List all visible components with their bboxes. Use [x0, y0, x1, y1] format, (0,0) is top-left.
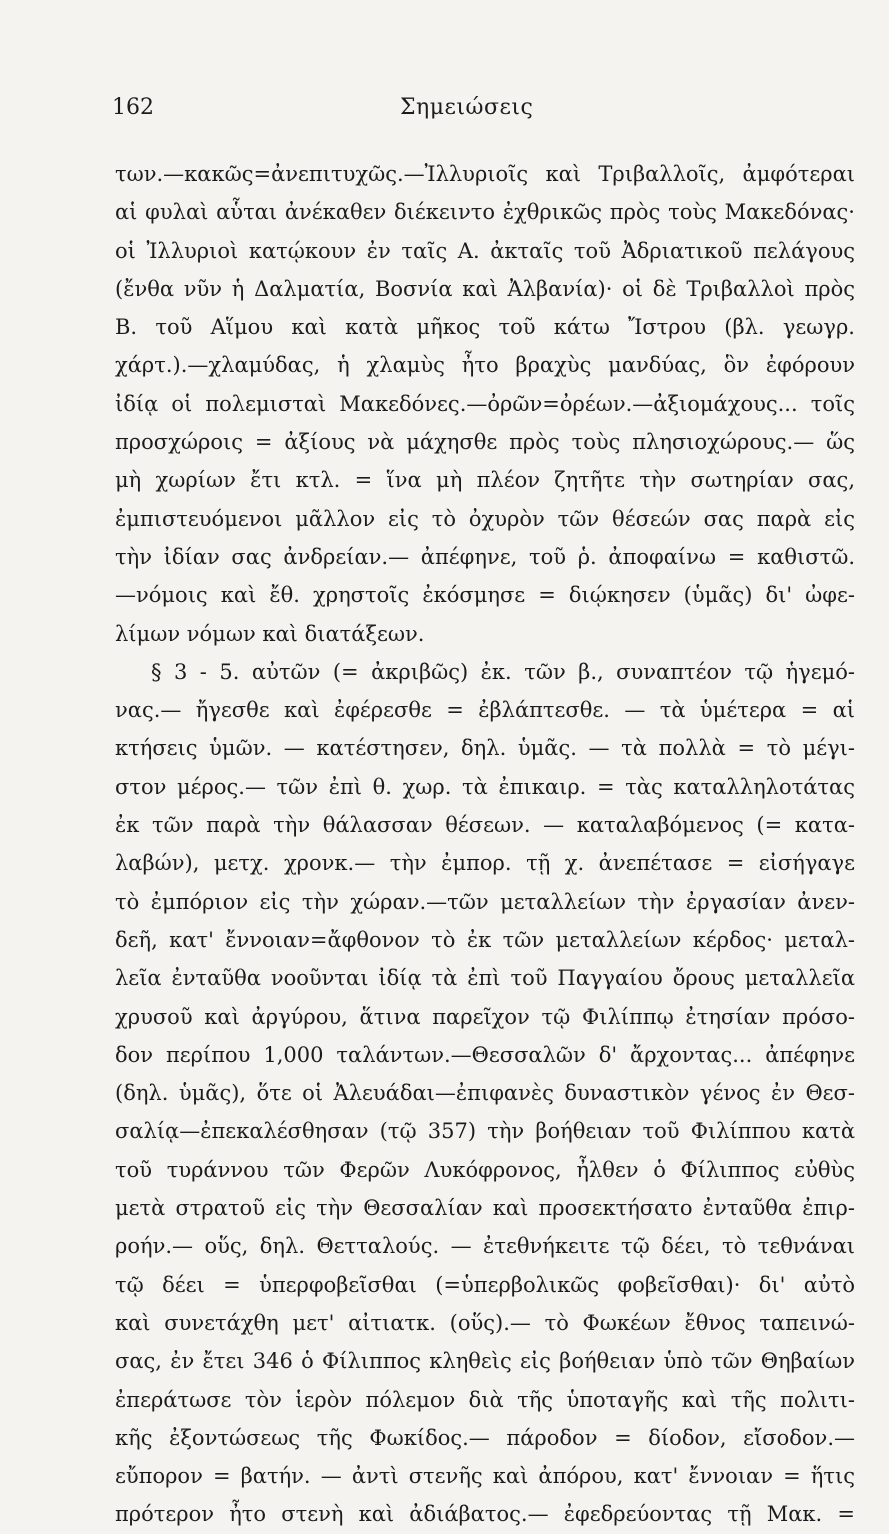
section-start-line: § 3 - 5. αὐτῶν (= ἀκριβῶς) ἐκ. τῶν β., συναπτέον τῷ ἡγεμό-: [151, 659, 855, 684]
notes-text: [115, 155, 855, 1534]
text-line: δον περίπου 1,000 ταλάντων.—Θεσσαλῶν δ' ἄρχοντας... ἀπέφηνε: [115, 1042, 855, 1067]
text-line: κῆς ἐξοντώσεως τῆς Φωκίδος.— πάροδον = δίοδον, εἴσοδον.—: [115, 1425, 855, 1450]
text-line: μὴ χωρίων ἔτι κτλ. = ἵνα μὴ πλέον ζητῆτε τὴν σωτηρίαν σας,: [115, 468, 855, 493]
text-line: τοῦ τυράννου τῶν Φερῶν Λυκόφρονος, ἦλθεν ὁ Φίλιππος εὐθὺς: [115, 1157, 855, 1182]
text-line: πρότερον ἦτο στενὴ καὶ ἀδιάβατος.— ἐφεδρεύοντας τῇ Μακ. =: [115, 1502, 855, 1527]
page-number: 162: [112, 95, 154, 120]
text-line: στον μέρος.— τῶν ἐπὶ θ. χωρ. τὰ ἐπικαιρ. = τὰς καταλληλοτάτας: [115, 774, 855, 799]
text-line: σας, ἐν ἔτει 346 ὁ Φίλιππος κληθεὶς εἰς βοήθειαν ὑπὸ τῶν Θηβαίων: [115, 1349, 855, 1374]
text-line: Β. τοῦ Αἵμου καὶ κατὰ μῆκος τοῦ κάτω Ἴστρου (βλ. γεωγρ.: [115, 315, 855, 340]
text-line: τὴν ἰδίαν σας ἀνδρείαν.— ἀπέφηνε, τοῦ ῥ. ἀποφαίνω = καθιστῶ.: [115, 544, 855, 569]
text-line: λαβών), μετχ. χρονκ.— τὴν ἐμπορ. τῇ χ. ἀνεπέτασε = εἰσήγαγε: [115, 851, 855, 876]
text-line: —νόμοις καὶ ἔθ. χρηστοῖς ἐκόσμησε = διῴκησεν (ὑμᾶς) δι' ὠφε-: [115, 583, 855, 608]
text-line: νας.— ἤγεσθε καὶ ἐφέρεσθε = ἐβλάπτεσθε. — τὰ ὑμέτερα = αἱ: [115, 698, 855, 723]
text-line: μετὰ στρατοῦ εἰς τὴν Θεσσαλίαν καὶ προσεκτήσατο ἐνταῦθα ἐπιρ-: [115, 1196, 855, 1221]
text-line: χρυσοῦ καὶ ἀργύρου, ἅτινα παρεῖχον τῷ Φιλίππῳ ἐτησίαν πρόσο-: [115, 1004, 855, 1029]
text-line: καὶ συνετάχθη μετ' αἰτιατκ. (οὕς).— τὸ Φωκέων ἔθνος ταπεινώ-: [115, 1310, 855, 1335]
text-line: (ἔνθα νῦν ἡ Δαλματία, Βοσνία καὶ Ἀλβανία)· οἱ δὲ Τριβαλλοὶ πρὸς: [115, 276, 855, 301]
text-line: αἱ φυλαὶ αὗται ἀνέκαθεν διέκειντο ἐχθρικῶς πρὸς τοὺς Μακεδόνας·: [115, 200, 855, 225]
text-line: ἐμπιστευόμενοι μᾶλλον εἰς τὸ ὀχυρὸν τῶν θέσεών σας παρὰ εἰς: [115, 506, 855, 531]
text-line: ἰδίᾳ οἱ πολεμισταὶ Μακεδόνες.—ὀρῶν=ὀρέων.—ἀξιομάχους... τοῖς: [115, 391, 855, 416]
text-line: τῷ δέει = ὑπερφοβεῖσθαι (=ὑπερβολικῶς φοβεῖσθαι)· δι' αὐτὸ: [115, 1272, 855, 1297]
text-line: τὸ ἐμπόριον εἰς τὴν χώραν.—τῶν μεταλλείων τὴν ἐργασίαν ἀνεν-: [115, 889, 855, 914]
text-line: δεῆ, κατ' ἔννοιαν=ἄφθονον τὸ ἐκ τῶν μεταλλείων κέρδος· μεταλ-: [115, 927, 855, 952]
text-line: λεῖα ἐνταῦθα νοοῦνται ἰδίᾳ τὰ ἐπὶ τοῦ Παγγαίου ὄρους μεταλλεῖα: [115, 966, 855, 991]
running-title: Σημειώσεις: [400, 95, 534, 120]
text-line: χάρτ.).—χλαμύδας, ἡ χλαμὺς ἦτο βραχὺς μανδύας, ὃν ἐφόρουν: [115, 353, 855, 378]
text-line: ἐκ τῶν παρὰ τὴν θάλασσαν θέσεων. — καταλαβόμενος (= κατα-: [115, 813, 855, 838]
text-line: ἐπεράτωσε τὸν ἱερὸν πόλεμον διὰ τῆς ὑποταγῆς καὶ τῆς πολιτι-: [115, 1387, 855, 1412]
text-line: των.—κακῶς=ἀνεπιτυχῶς.—Ἰλλυριοῖς καὶ Τριβαλλοῖς, ἀμφότεραι: [115, 162, 855, 186]
text-line: προσχώροις = ἀξίους νὰ μάχησθε πρὸς τοὺς πλησιοχώρους.— ὥς: [115, 430, 855, 455]
text-line: σαλίᾳ—ἐπεκαλέσθησαν (τῷ 357) τὴν βοήθειαν τοῦ Φιλίππου κατὰ: [115, 1119, 855, 1144]
text-line: (δηλ. ὑμᾶς), ὅτε οἱ Ἀλευάδαι—ἐπιφανὲς δυναστικὸν γένος ἐν Θεσ-: [115, 1081, 855, 1106]
text-line: κτήσεις ὑμῶν. — κατέστησεν, δηλ. ὑμᾶς. — τὰ πολλὰ = τὸ μέγι-: [115, 736, 855, 761]
text-line: οἱ Ἰλλυριοὶ κατῴκουν ἐν ταῖς Α. ἀκταῖς τοῦ Ἀδριατικοῦ πελάγους: [115, 238, 855, 263]
text-line: λίμων νόμων καὶ διατάξεων.: [115, 621, 425, 646]
text-line: ροήν.— οὕς, δηλ. Θετταλούς. — ἐτεθνήκειτε τῷ δέει, τὸ τεθνάναι: [115, 1234, 855, 1259]
text-line: εὔπορον = βατήν. — ἀντὶ στενῆς καὶ ἀπόρου, κατ' ἔννοιαν = ἥτις: [115, 1464, 855, 1489]
